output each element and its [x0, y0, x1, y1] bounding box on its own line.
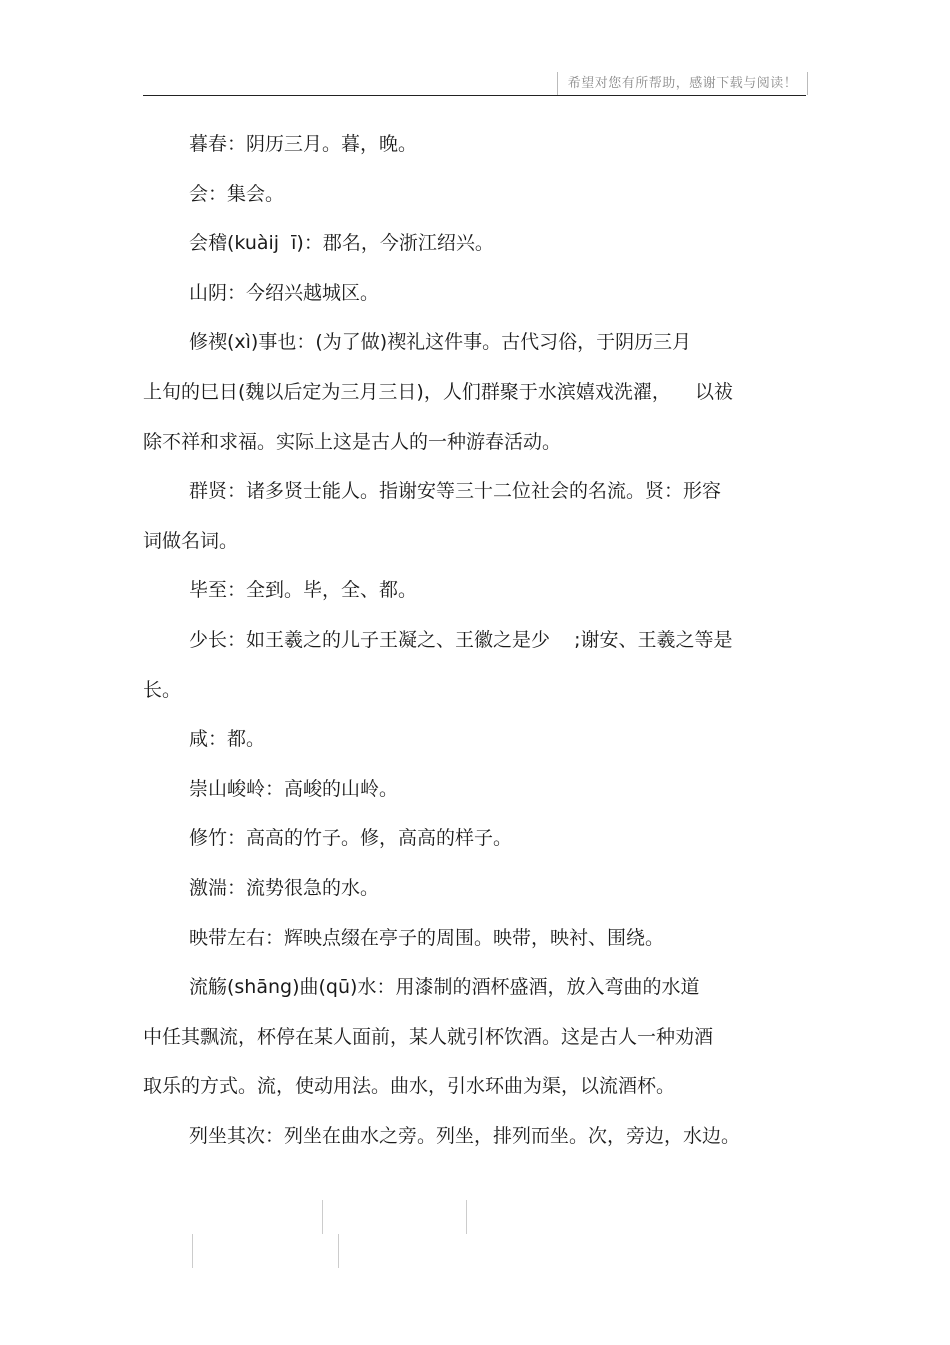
document-body	[143, 120, 813, 1161]
text-line: 中任其飘流，杯停在某人面前，某人就引杯饮酒。这是古人一种劝酒	[143, 1025, 714, 1048]
crop-mark	[466, 1200, 467, 1234]
text-line: 崇山峻岭：高峻的山岭。	[189, 777, 399, 800]
text-line: 群贤：诸多贤士能人。指谢安等三十二位社会的名流。贤：形容	[189, 480, 722, 503]
header-divider	[143, 95, 806, 96]
text-line: 激湍：流势很急的水。	[189, 876, 380, 899]
text-line: 取乐的方式。流，使动用法。曲水，引水环曲为渠，以流酒杯。	[143, 1075, 676, 1098]
annotation-paragraph	[143, 318, 813, 467]
annotation-paragraph	[143, 1112, 813, 1162]
crop-mark	[338, 1234, 339, 1268]
annotation-paragraph	[143, 765, 813, 815]
crop-mark	[192, 1234, 193, 1268]
text-line: 少长：如王羲之的儿子王凝之、王徽之是少 ;谢安、王羲之等是	[189, 628, 733, 651]
text-line: 修禊(xì)事也：(为了做)禊礼这件事。古代习俗，于阴历三月	[189, 331, 692, 354]
annotation-paragraph	[143, 864, 813, 914]
text-line: 会：集会。	[189, 182, 285, 205]
text-line: 除不祥和求福。实际上这是古人的一种游春活动。	[143, 430, 562, 453]
annotation-paragraph	[143, 914, 813, 964]
text-line: 列坐其次：列坐在曲水之旁。列坐，排列而坐。次，旁边，水边。	[189, 1124, 741, 1147]
annotation-paragraph	[143, 120, 813, 170]
crop-mark	[322, 1200, 323, 1234]
text-line: 长。	[143, 678, 182, 701]
annotation-paragraph	[143, 616, 813, 715]
header-watermark: 希望对您有所帮助，感谢下载与阅读！	[557, 72, 808, 95]
text-line: 毕至：全到。毕，全、都。	[189, 579, 418, 602]
annotation-paragraph	[143, 269, 813, 319]
annotation-paragraph	[143, 219, 813, 269]
annotation-paragraph	[143, 467, 813, 566]
text-line: 修竹：高高的竹子。修，高高的样子。	[189, 827, 513, 850]
annotation-paragraph	[143, 814, 813, 864]
text-line: 会稽(kuàij ī)：郡名，今浙江绍兴。	[189, 232, 494, 255]
annotation-paragraph	[143, 963, 813, 1112]
annotation-paragraph	[143, 170, 813, 220]
text-line: 词做名词。	[143, 529, 239, 552]
text-line: 山阴：今绍兴越城区。	[189, 281, 380, 304]
text-line: 上旬的巳日(魏以后定为三月三日)，人们群聚于水滨嬉戏洗濯， 以祓	[143, 380, 733, 403]
text-line: 咸：都。	[189, 728, 266, 751]
text-line: 映带左右：辉映点缀在亭子的周围。映带，映衬、围绕。	[189, 926, 665, 949]
annotation-paragraph	[143, 566, 813, 616]
text-line: 流觞(shāng)曲(qū)水：用漆制的酒杯盛酒，放入弯曲的水道	[189, 976, 700, 999]
text-line: 暮春：阴历三月。暮，晚。	[189, 133, 418, 155]
annotation-paragraph	[143, 715, 813, 765]
